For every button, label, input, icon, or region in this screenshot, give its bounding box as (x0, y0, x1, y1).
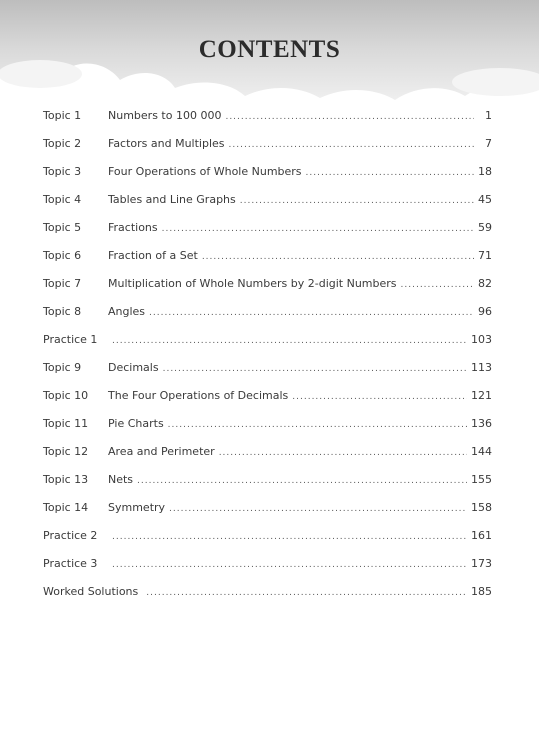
toc-leader-dots (112, 336, 467, 346)
toc-entry-label: Practice 2 (43, 529, 98, 542)
toc-entry-label: Topic 11 (43, 417, 89, 430)
toc-entry[interactable] (43, 249, 492, 277)
toc-entry-title: Fractions (108, 221, 158, 234)
toc-leader-dots (306, 168, 474, 178)
toc-entry-page: 113 (471, 361, 492, 374)
toc-entry-label: Practice 1 (43, 333, 98, 346)
toc-entry-title: Decimals (108, 361, 159, 374)
toc-entry[interactable] (43, 109, 492, 137)
toc-leader-dots (169, 504, 467, 514)
toc-entry[interactable] (43, 389, 492, 417)
toc-entry-page: 158 (471, 501, 492, 514)
toc-entry-title: Tables and Line Graphs (108, 193, 236, 206)
toc-entry-page: 18 (478, 165, 492, 178)
toc-entry[interactable] (43, 221, 492, 249)
toc-entry-label: Topic 9 (43, 361, 82, 374)
toc-entry-label: Topic 12 (43, 445, 89, 458)
table-of-contents (43, 109, 492, 613)
toc-leader-dots (229, 140, 474, 150)
toc-entry-page: 173 (471, 557, 492, 570)
toc-entry[interactable] (43, 557, 492, 585)
toc-entry-title: Numbers to 100 000 (108, 109, 222, 122)
toc-entry-title: Multiplication of Whole Numbers by 2-digit Numbers (108, 277, 397, 290)
toc-entry[interactable] (43, 165, 492, 193)
toc-leader-dots (292, 392, 467, 402)
toc-entry-label: Topic 1 (43, 109, 82, 122)
toc-entry-label: Topic 7 (43, 277, 82, 290)
toc-entry-title: Symmetry (108, 501, 166, 514)
toc-leader-dots (401, 280, 474, 290)
toc-entry-page: 1 (485, 109, 492, 122)
toc-leader-dots (240, 196, 474, 206)
toc-entry-label: Topic 3 (43, 165, 82, 178)
toc-entry-title: Pie Charts (108, 417, 164, 430)
toc-entry-title: Fraction of a Set (108, 249, 198, 262)
toc-leader-dots (112, 532, 467, 542)
page-title: CONTENTS (198, 36, 341, 63)
toc-entry-page: 45 (478, 193, 492, 206)
toc-entry-title: The Four Operations of Decimals (108, 389, 289, 402)
toc-entry-label: Topic 5 (43, 221, 82, 234)
toc-entry-page: 161 (471, 529, 492, 542)
toc-leader-dots (146, 588, 467, 598)
toc-leader-dots (149, 308, 474, 318)
toc-entry-label: Practice 3 (43, 557, 98, 570)
toc-entry-title: Area and Perimeter (108, 445, 215, 458)
toc-entry[interactable] (43, 473, 492, 501)
toc-leader-dots (219, 448, 467, 458)
toc-entry-page: 82 (478, 277, 492, 290)
toc-leader-dots (168, 420, 467, 430)
toc-leader-dots (225, 112, 474, 122)
toc-entry-title: Angles (108, 305, 146, 318)
toc-entry-page: 144 (471, 445, 492, 458)
toc-entry[interactable] (43, 277, 492, 305)
toc-entry[interactable] (43, 417, 492, 445)
toc-entry-title: Factors and Multiples (108, 137, 225, 150)
toc-entry-label: Topic 13 (43, 473, 89, 486)
toc-entry-label: Topic 10 (43, 389, 89, 402)
toc-entry-label: Worked Solutions (43, 585, 139, 598)
toc-entry-label: Topic 6 (43, 249, 82, 262)
toc-entry-page: 155 (471, 473, 492, 486)
toc-leader-dots (163, 364, 467, 374)
toc-entry[interactable] (43, 361, 492, 389)
toc-entry-label: Topic 14 (43, 501, 89, 514)
toc-entry-page: 136 (471, 417, 492, 430)
toc-entry[interactable] (43, 529, 492, 557)
toc-entry-page: 121 (471, 389, 492, 402)
toc-entry-page: 7 (485, 137, 492, 150)
toc-entry[interactable] (43, 193, 492, 221)
toc-leader-dots (137, 476, 467, 486)
toc-entry-page: 185 (471, 585, 492, 598)
toc-entry[interactable] (43, 333, 492, 361)
toc-leader-dots (202, 252, 474, 262)
toc-entry[interactable] (43, 137, 492, 165)
toc-entry-page: 71 (478, 249, 492, 262)
toc-entry-label: Topic 8 (43, 305, 82, 318)
toc-entry[interactable] (43, 305, 492, 333)
toc-entry[interactable] (43, 445, 492, 473)
toc-entry-label: Topic 4 (43, 193, 82, 206)
toc-entry-label: Topic 2 (43, 137, 82, 150)
toc-leader-dots (112, 560, 467, 570)
toc-entry-page: 96 (478, 305, 492, 318)
toc-entry-page: 103 (471, 333, 492, 346)
toc-entry-title: Nets (108, 473, 134, 486)
toc-entry[interactable] (43, 501, 492, 529)
toc-entry[interactable] (43, 585, 492, 613)
toc-entry-title: Four Operations of Whole Numbers (108, 165, 302, 178)
toc-entry-page: 59 (478, 221, 492, 234)
toc-leader-dots (162, 224, 474, 234)
